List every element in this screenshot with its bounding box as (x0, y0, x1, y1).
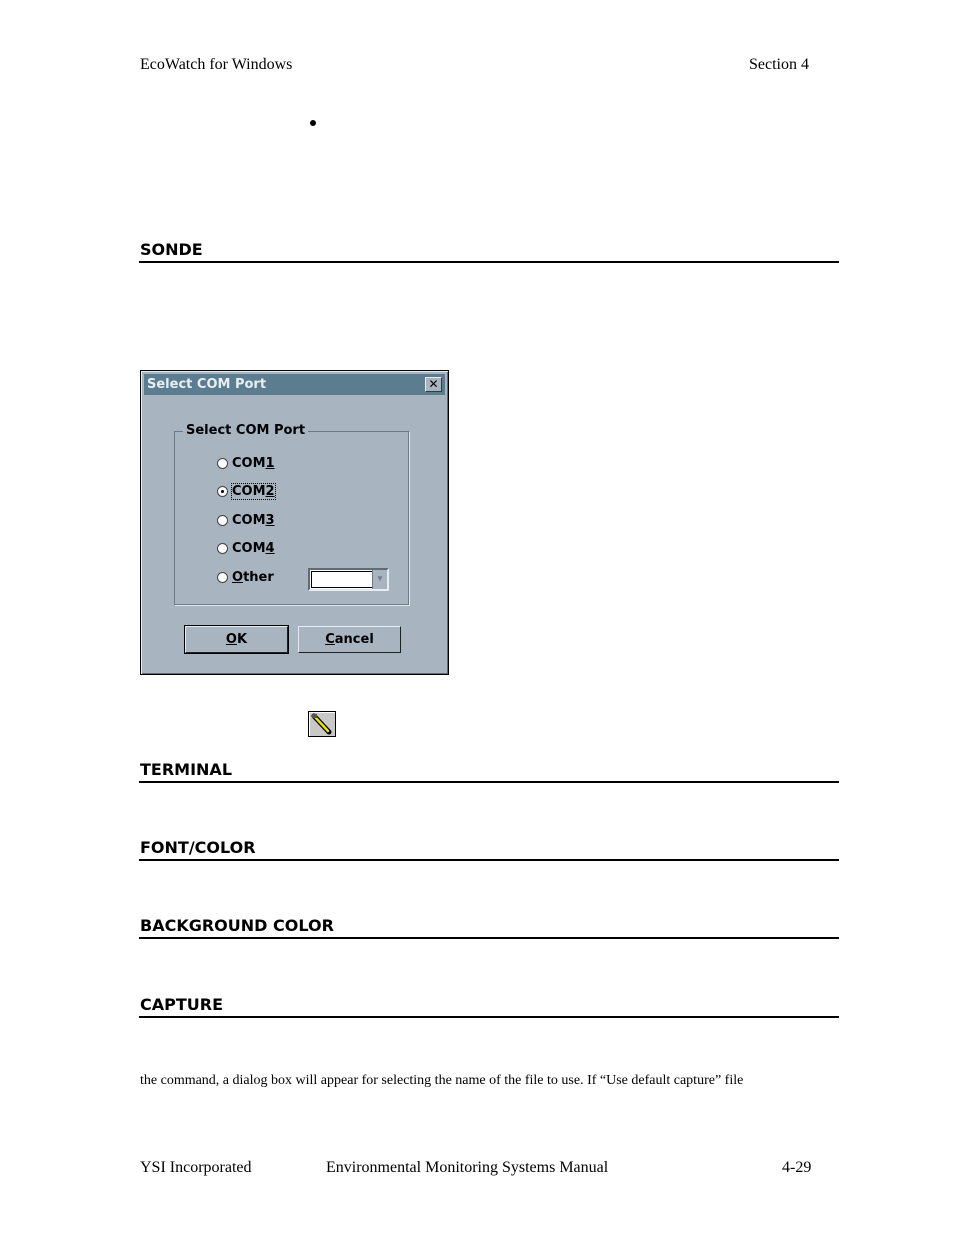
radio-circle-icon[interactable] (217, 458, 228, 469)
header-left: EcoWatch for Windows (140, 56, 293, 73)
dialog-title: Select COM Port (147, 377, 267, 392)
radio-label-com1: COM1 (232, 455, 275, 471)
sonde-tool-icon (308, 711, 336, 737)
probe-icon (309, 712, 335, 736)
footer-center: Environmental Monitoring Systems Manual (326, 1159, 609, 1176)
header-right: Section 4 (749, 56, 809, 73)
section-rule (139, 261, 839, 263)
page-number: 4-29 (782, 1159, 812, 1176)
select-com-port-dialog (140, 370, 449, 675)
radio-com4[interactable] (217, 539, 275, 557)
radio-circle-icon[interactable] (217, 515, 228, 526)
section-rule (139, 859, 839, 861)
section-heading-font-color: FONT/COLOR (140, 838, 256, 857)
ok-button[interactable]: O K (185, 626, 288, 653)
chevron-down-icon[interactable]: ▼ (372, 570, 387, 589)
section-rule (139, 1016, 839, 1018)
body-paragraph: the command, a dialog box will appear for selecting the name of the file to use. If “Use default capture” file (140, 1073, 744, 1088)
section-heading-sonde: SONDE (140, 240, 203, 259)
radio-label-com2: COM2 (232, 483, 275, 499)
radio-other[interactable] (217, 568, 274, 586)
section-heading-terminal: TERMINAL (140, 760, 233, 779)
radio-label-com4: COM4 (232, 540, 275, 556)
close-button[interactable] (425, 377, 442, 392)
radio-com1[interactable] (217, 454, 275, 472)
other-port-combobox[interactable] (308, 568, 389, 591)
radio-circle-icon[interactable] (217, 572, 228, 583)
section-rule (139, 937, 839, 939)
section-heading-background-color: BACKGROUND COLOR (140, 916, 334, 935)
section-heading-capture: CAPTURE (140, 995, 224, 1014)
close-icon: ✕ (428, 377, 439, 391)
radio-selected-icon[interactable] (217, 486, 228, 497)
radio-label-com3: COM3 (232, 512, 275, 528)
section-rule (139, 781, 839, 783)
radio-com2[interactable] (217, 482, 275, 500)
bullet-icon (310, 120, 316, 126)
dialog-titlebar[interactable] (144, 374, 445, 395)
cancel-button[interactable]: C ancel (298, 626, 401, 653)
groupbox-label: Select COM Port (183, 423, 308, 438)
radio-circle-icon[interactable] (217, 543, 228, 554)
radio-label-other: Other (232, 569, 274, 585)
radio-com3[interactable] (217, 511, 275, 529)
footer-left: YSI Incorporated (140, 1159, 252, 1176)
